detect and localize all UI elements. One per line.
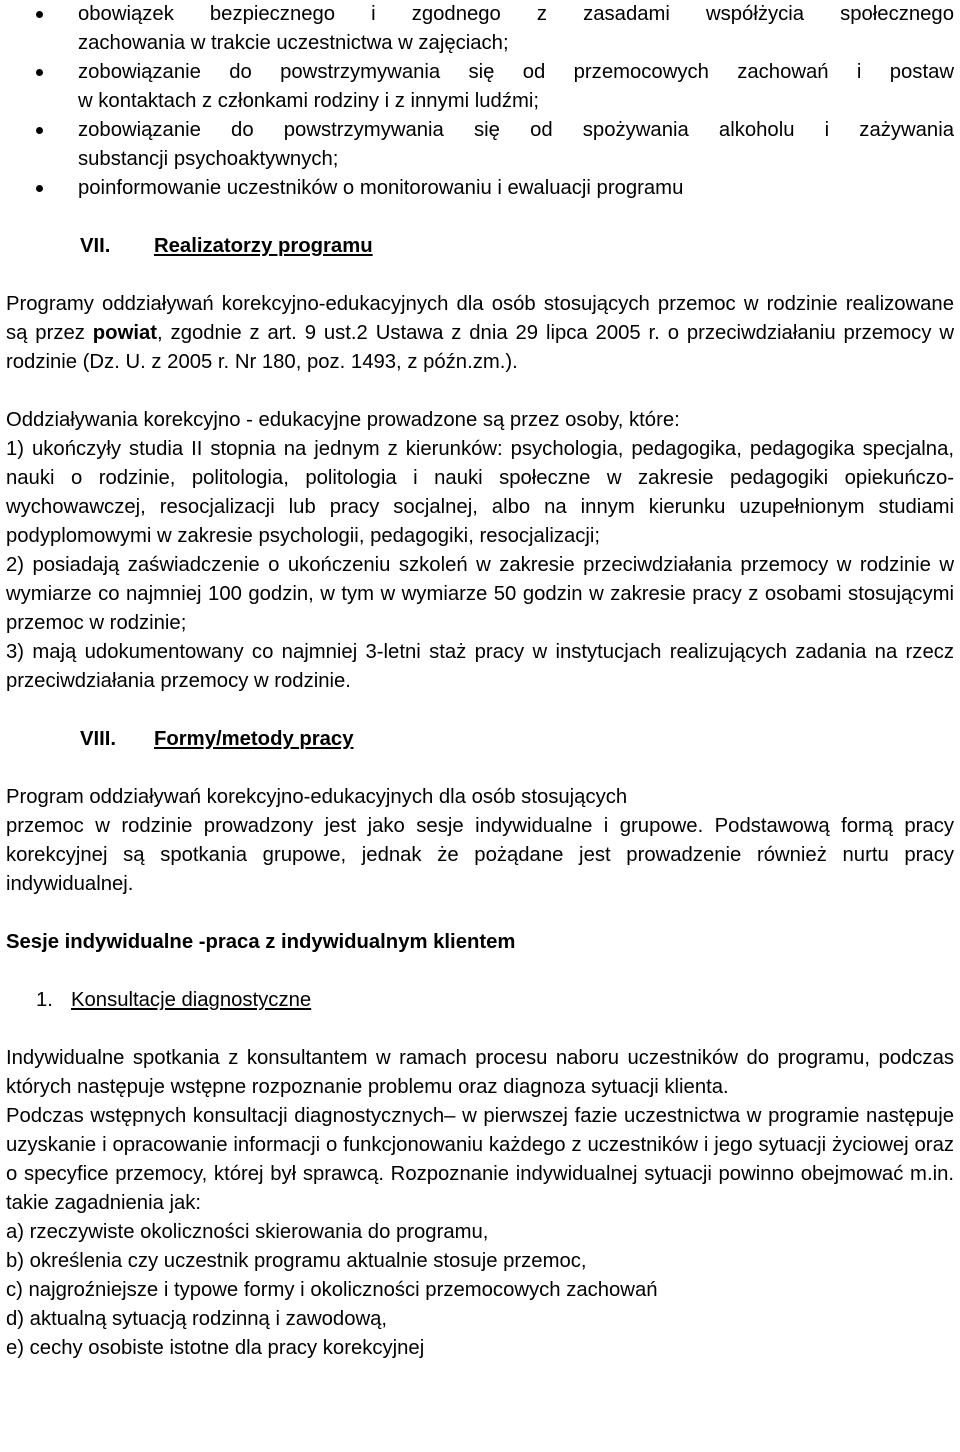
section-heading-vii [6, 232, 954, 261]
list-item: obowiązek bezpiecznego i zgodnego z zasadami współżycia społecznego zachowania w trakcie uczestnictwa w zajęciach; [6, 0, 954, 58]
numbered-heading [6, 986, 954, 1015]
paragraph-program-line1: Program oddziaływań korekcyjno-edukacyjnych dla osób stosujących [6, 786, 628, 808]
list-item: zobowiązanie do powstrzymywania się od spożywania alkoholu i zażywania substancji psychoaktywnych; [6, 116, 954, 174]
item-title: Konsultacje diagnostyczne [71, 989, 312, 1011]
requirement-item-1: 1) ukończyły studia II stopnia na jednym z kierunków: psychologia, pedagogika, pedagogika specjalna, nauki o rodzinie, politologia, politologia i nauki społeczne w zakresie pedagogiki opiekuńczo-wychowawczej, resocjalizacji lub pracy socjalnej, albo na innym kierunku uzupełnionym studiami podyplomowymi w zakresie psychologii, pedagogiki, resocjalizacji; [6, 438, 954, 547]
list-item: zobowiązanie do powstrzymywania się od przemocowych zachowań i postaw w kontaktach z członkami rodziny i z innymi ludźmi; [6, 58, 954, 116]
requirement-item-3: 3) mają udokumentowany co najmniej 3-letni staż pracy w instytucjach realizujących zadania na rzecz przeciwdziałania przemocy w rodzinie. [6, 641, 954, 692]
obligations-list [6, 0, 954, 203]
paragraph-individual-meetings: Indywidualne spotkania z konsultantem w ramach procesu naboru uczestników do programu, podczas których następuje wstępne rozpoznanie problemu oraz diagnoza sytuacji klienta. [6, 1047, 954, 1098]
list-item: b) określenia czy uczestnik programu aktualnie stosuje przemoc, [6, 1250, 587, 1272]
bullet-icon [36, 69, 43, 76]
section-heading-viii [6, 725, 954, 754]
bullet-icon [36, 185, 43, 192]
list-item: a) rzeczywiste okoliczności skierowania do programu, [6, 1221, 489, 1243]
item-number: 1. [36, 989, 53, 1011]
bullet-icon [36, 127, 43, 134]
section-title: Realizatorzy programu [154, 235, 373, 257]
list-item: c) najgroźniejsze i typowe formy i okoliczności przemocowych zachowań [6, 1279, 658, 1301]
section-number: VIII. [80, 728, 117, 750]
list-item: poinformowanie uczestników o monitorowaniu i ewaluacji programu [6, 174, 954, 203]
issues-list [6, 1218, 954, 1363]
bullet-icon [36, 11, 43, 18]
paragraph-diagnostic: Podczas wstępnych konsultacji diagnostycznych– w pierwszej fazie uczestnictwa w programie następuje uzyskanie i opracowanie informacji o funkcjonowaniu każdego z uczestników i jego sytuacji życiowej oraz o specyfice przemocy, której był sprawcą. Rozpoznanie indywidualnej sytuacji powinno obejmować m.in. takie zagadnienia jak: [6, 1105, 954, 1214]
section-number: VII. [80, 235, 111, 257]
bold-term: powiat [92, 322, 158, 344]
section-title: Formy/metody pracy [154, 728, 354, 750]
paragraph-intro: Oddziaływania korekcyjno - edukacyjne prowadzone są przez osoby, które: [6, 409, 680, 431]
requirement-item-2: 2) posiadają zaświadczenie o ukończeniu szkoleń w zakresie przeciwdziałania przemocy w rodzinie w wymiarze co najmniej 100 godzin, w tym w wymiarze 50 godzin w zakresie pracy z osobami stosującymi przemoc w rodzinie; [6, 554, 954, 634]
paragraph-realizatorzy: Programy oddziaływań korekcyjno-edukacyjnych dla osób stosujących przemoc w rodzinie realizowane są przez powiat, zgodnie z art. 9 ust.2 Ustawa z dnia 29 lipca 2005 r. o przeciwdziałaniu przemocy w rodzinie (Dz. U. z 2005 r. Nr 180, poz. 1493, z późn.zm.). [6, 293, 954, 373]
list-item: d) aktualną sytuacją rodzinną i zawodową, [6, 1308, 388, 1330]
list-item: e) cechy osobiste istotne dla pracy korekcyjnej [6, 1337, 425, 1359]
paragraph-program: przemoc w rodzinie prowadzony jest jako sesje indywidualne i grupowe. Podstawową formą pracy korekcyjnej są spotkania grupowe, jednak że pożądane jest prowadzenie również nurtu pracy indywidualnej. [6, 815, 954, 895]
subheading-individual-sessions: Sesje indywidualne -praca z indywidualnym klientem [6, 931, 516, 953]
